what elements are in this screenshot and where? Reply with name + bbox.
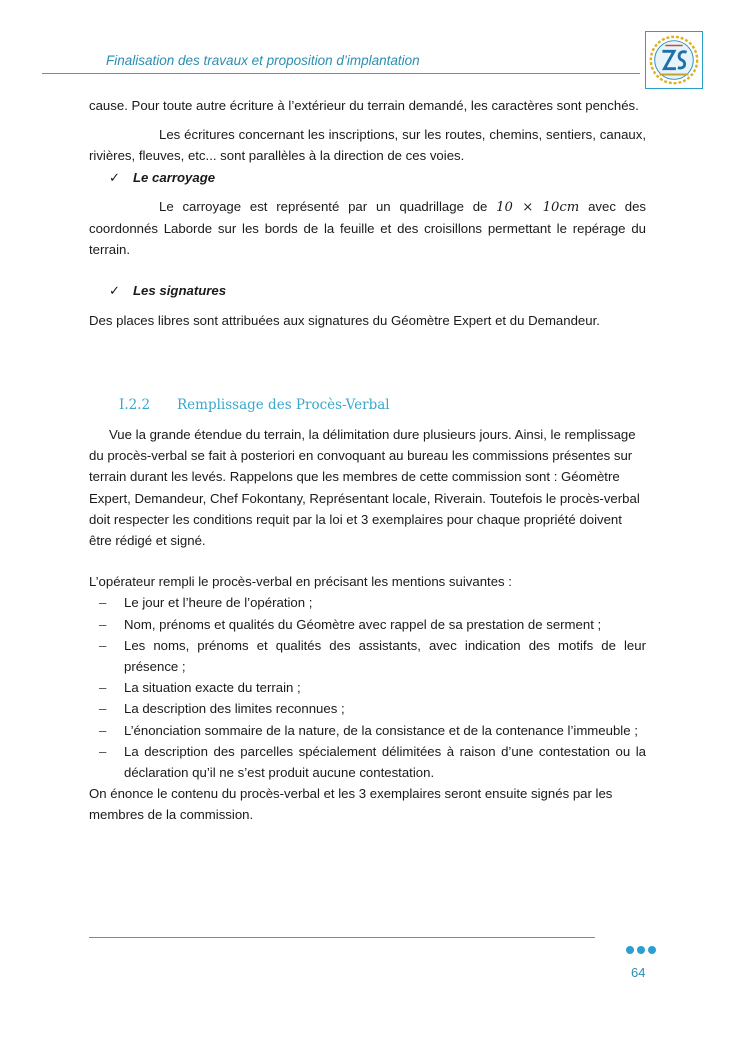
paragraph-text: Le carroyage est représenté par un quadrillage de xyxy=(159,198,497,214)
list-item: – La description des parcelles spécialement délimitées à raison d’une contestation ou la déclaration qu’il ne s’est produit aucune contestation. xyxy=(89,741,646,783)
dots-ornament-icon xyxy=(626,946,656,954)
paragraph-text: avec des coordonnés Laborde sur les bords de la feuille et des croisillons permettant le repérage du terrain. xyxy=(89,198,647,258)
paragraph: On énonce le contenu du procès-verbal et les 3 exemplaires seront ensuite signés par les membres de la commission. xyxy=(89,786,613,823)
school-logo-icon xyxy=(645,31,703,89)
footer-divider xyxy=(89,937,595,938)
header-title: Finalisation des travaux et proposition d’implantation xyxy=(106,53,420,68)
dash-bullet-icon: – xyxy=(99,722,107,738)
list-item: – Le jour et l’heure de l’opération ; xyxy=(89,592,646,613)
dash-bullet-icon: – xyxy=(99,743,107,759)
checkmark-icon: ✓ xyxy=(109,283,121,299)
check-heading-label: Le carroyage xyxy=(133,169,216,185)
check-heading xyxy=(109,280,646,301)
list-item: – L’énonciation sommaire de la nature, de la consistance et de la contenance l’immeuble ; xyxy=(89,720,646,741)
section-heading xyxy=(119,395,646,416)
dash-bullet-icon: – xyxy=(99,680,107,696)
document-body xyxy=(89,95,646,826)
paragraph xyxy=(89,196,646,261)
list-item: – La description des limites reconnues ; xyxy=(89,698,646,719)
page-number: 64 xyxy=(631,965,646,980)
paragraph: Des places libres sont attribuées aux signatures du Géomètre Expert et du Demandeur. xyxy=(89,312,600,328)
paragraph: Les écritures concernant les inscriptions, sur les routes, chemins, sentiers, canaux, rivières, fleuves, etc... sont parallèles à la direction de ces voies. xyxy=(89,127,646,164)
paragraph: cause. Pour toute autre écriture à l’extérieur du terrain demandé, les caractères sont penchés. xyxy=(89,98,639,113)
checkmark-icon: ✓ xyxy=(109,169,121,185)
dash-bullet-icon: – xyxy=(99,595,107,611)
paragraph: Vue la grande étendue du terrain, la délimitation dure plusieurs jours. Ainsi, le remplissage du procès-verbal se fait à posteriori en convoquant au bureau les commissions présentes sur terrain durant les levés. Rappelons que les membres de cette commission sont : Géomètre Expert, Demandeur, Chef Fokontany, Représentant locale, Riverain. Toutefois le procès-verbal doit respecter les conditions requit par la loi et 3 exemplaires pour chaque propriété doivent être rédigé et signé. xyxy=(89,427,640,549)
section-title: Remplissage des Procès-Verbal xyxy=(177,396,390,413)
section-number: I.2.2 xyxy=(119,396,151,413)
check-heading-label: Les signatures xyxy=(133,283,227,299)
paragraph: L’opérateur rempli le procès-verbal en précisant les mentions suivantes : xyxy=(89,574,512,590)
check-heading xyxy=(109,167,646,188)
dash-bullet-icon: – xyxy=(99,616,107,632)
list-item: – La situation exacte du terrain ; xyxy=(89,677,646,698)
dash-bullet-icon: – xyxy=(99,701,107,717)
dash-bullet-icon: – xyxy=(99,637,107,653)
header-divider xyxy=(42,73,640,74)
list-item: – Les noms, prénoms et qualités des assistants, avec indication des motifs de leur présence ; xyxy=(89,635,646,677)
list-item: – Nom, prénoms et qualités du Géomètre avec rappel de sa prestation de serment ; xyxy=(89,614,646,635)
mentions-list xyxy=(89,592,646,783)
math-expression: 10 × 10cm xyxy=(496,199,580,215)
